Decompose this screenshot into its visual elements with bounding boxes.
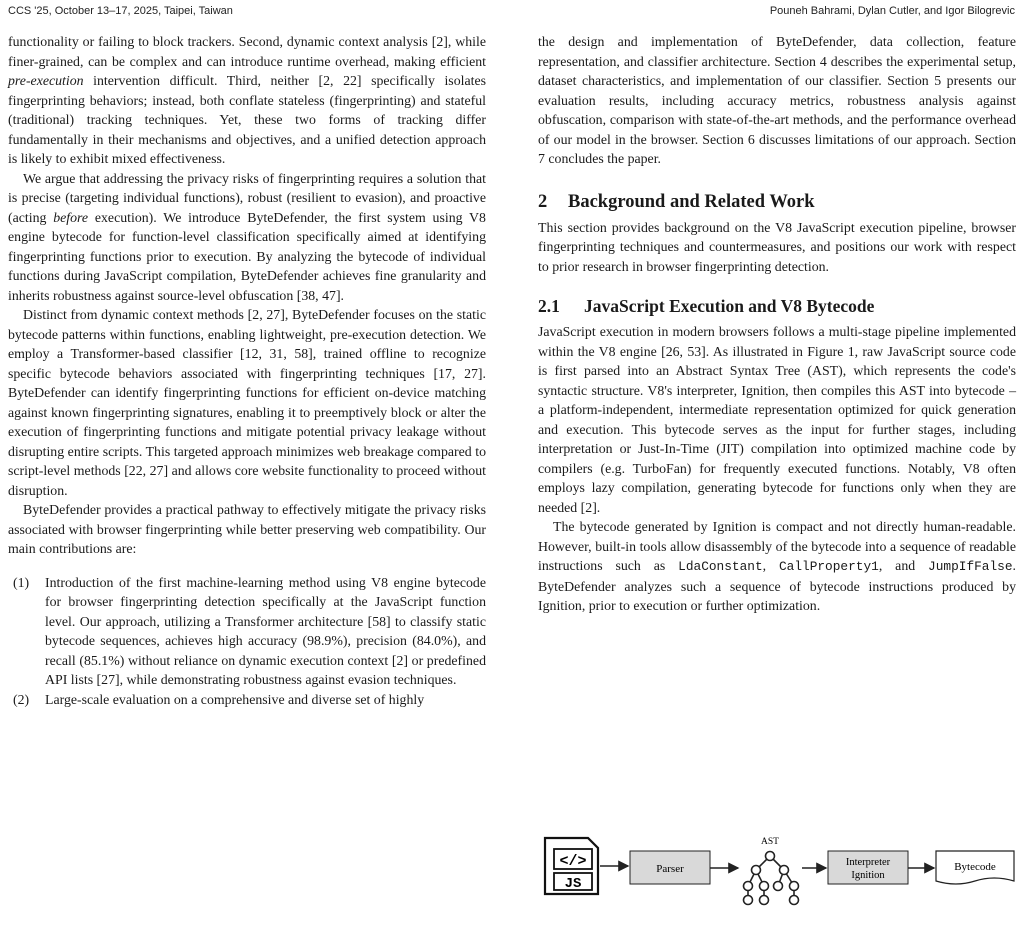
contribution-item: (1) Introduction of the first machine-learning method using V8 engine bytecode for browser fingerprinting detection specifically at the JavaScript function level. Our approach, utilizing a Transformer architecture [58] to classify static bytecode sequences, achieves high accuracy (98.9%), precision (84.0%), and recall (85.1%) without reliance on dynamic execution context [2] or predefined API lists [27], while demonstrating robustness against evasion techniques. [13, 574, 486, 687]
paragraph-section-intro: This section provides background on the V8 JavaScript execution pipeline, browser fingerprinting techniques and countermeasures, and positions our work with respect to prior research in browser fingerprinting detection. [538, 219, 1016, 274]
figure-v8-pipeline [538, 830, 1016, 942]
code-jump-if-false: JumpIfFalse [928, 559, 1013, 574]
code-call-property: CallProperty1 [778, 559, 879, 574]
interpreter-label: Interpreter [845, 857, 891, 868]
ast-tree-icon [744, 852, 799, 905]
paragraph-v8-pipeline: JavaScript execution in modern browsers follows a multi-stage pipeline implemented within the V8 engine [26, 53]. As illustrated in Figure 1, raw JavaScript source code is first parsed into an Abstract Syntax Tree (AST), which represents the code's syntactic structure. V8's interpreter, Ignition, then compiles this AST into bytecode – a platform-independent, intermediate representation optimized for quick generation and execution. This bytecode serves as the input for further stages, including interpretation or Just-In-Time (JIT) compilation into optimized machine code by compilers (e.g. TurboFan) for frequently executed functions. Notably, V8 often employs lazy compilation, generating bytecode for functions only when they are needed [2]. [538, 324, 1016, 515]
contribution-item: (2) Large-scale evaluation on a comprehensive and diverse set of highly [13, 691, 425, 707]
svg-text:JS: JS [564, 876, 582, 892]
parser-label: Parser [656, 863, 684, 875]
paragraph-bytecode: The bytecode generated by Ignition is compact and not directly human-readable. However, built-in tools allow disassembly of the bytecode into a sequence of readable instructions such as LdaConstant, CallProperty1, and JumpIfFalse. ByteDefender analyzes such a sequence of bytecode instructions produced by Ignition, prior to execution or further optimization. [538, 519, 1016, 613]
running-header-authors: Pouneh Bahrami, Dylan Cutler, and Igor Bilogrevic [769, 5, 1015, 17]
contributions-list [8, 573, 486, 710]
section-heading: 2 Background and Related Work [538, 191, 815, 212]
paragraph-contributions-intro: ByteDefender provides a practical pathway to effectively mitigate the privacy risks associated with browser fingerprinting while better preserving web compatibility. Our main contributions are: [8, 502, 486, 556]
code-lda-constant: LdaConstant [678, 559, 763, 574]
svg-text:</>: </> [559, 853, 587, 870]
bytecode-label: Bytecode [954, 861, 996, 873]
paragraph-limitations: functionality or failing to block trackers. Second, dynamic context analysis [2], while finer-grained, can be complex and can introduce runtime overhead, making efficient pre-execution intervention difficult. Third, neither [2, 22] specifically isolates fingerprinting behaviors; instead, both conflate stateless (fingerprinting) and stateful (traditional) tracking techniques. Yet, these two forms of tracking differ fundamentally in their mechanisms and objectives, and a unified detection approach is likely to exhibit mixed effectiveness. [8, 34, 486, 166]
ignition-label: Ignition [851, 870, 885, 881]
paragraph-distinct: Distinct from dynamic context methods [2, 27], ByteDefender focuses on the static bytecode patterns within functions, enabling lightweight, pre-execution detection. We employ a Transformer-based classifier [12, 31, 58], trained offline to recognize specific bytecode behaviors associated with fingerprinting techniques [17, 27]. ByteDefender can identify fingerprinting functions for efficient on-device matching against known fingerprinting signatures, enabling it to preemptively block or alter the execution of fingerprinting functions and mitigate potential privacy leakage without disrupting entire scripts. This targeted approach minimizes web breakage compared to script-level methods [22, 27] and allows core website functionality to proceed without disruption. [8, 307, 486, 498]
running-header-venue: CCS '25, October 13–17, 2025, Taipei, Taiwan [8, 5, 233, 17]
paragraph-argument: We argue that addressing the privacy risks of fingerprinting requires a solution that is precise (targeting individual functions), robust (resilient to evasion), and proactive (acting before execution). We introduce ByteDefender, the first system using V8 engine bytecode for function-level classification specifically aimed at identifying fingerprinting functions prior to execution. By analyzing the bytecode of individual functions during JavaScript compilation, ByteDefender achieves fine granularity and inherits robustness against source-level obfuscation [38, 47]. [8, 170, 486, 303]
ast-label: AST [761, 837, 779, 847]
js-file-icon [545, 838, 598, 894]
paragraph-paper-outline: the design and implementation of ByteDefender, data collection, feature representation, and classifier architecture. Section 4 describes the experimental setup, dataset characteristics, and implementation of our classifier. Section 5 presents our evaluation results, including accuracy metrics, robustness analysis against obfuscation, comparison with state-of-the-art methods, and the performance overhead of our model in the browser. Section 6 discusses limitations of our approach. Section 7 concludes the paper. [538, 34, 1016, 166]
right-column [538, 32, 1016, 616]
left-column [8, 32, 486, 709]
subsection-heading: 2.1 JavaScript Execution and V8 Bytecode [538, 296, 875, 316]
